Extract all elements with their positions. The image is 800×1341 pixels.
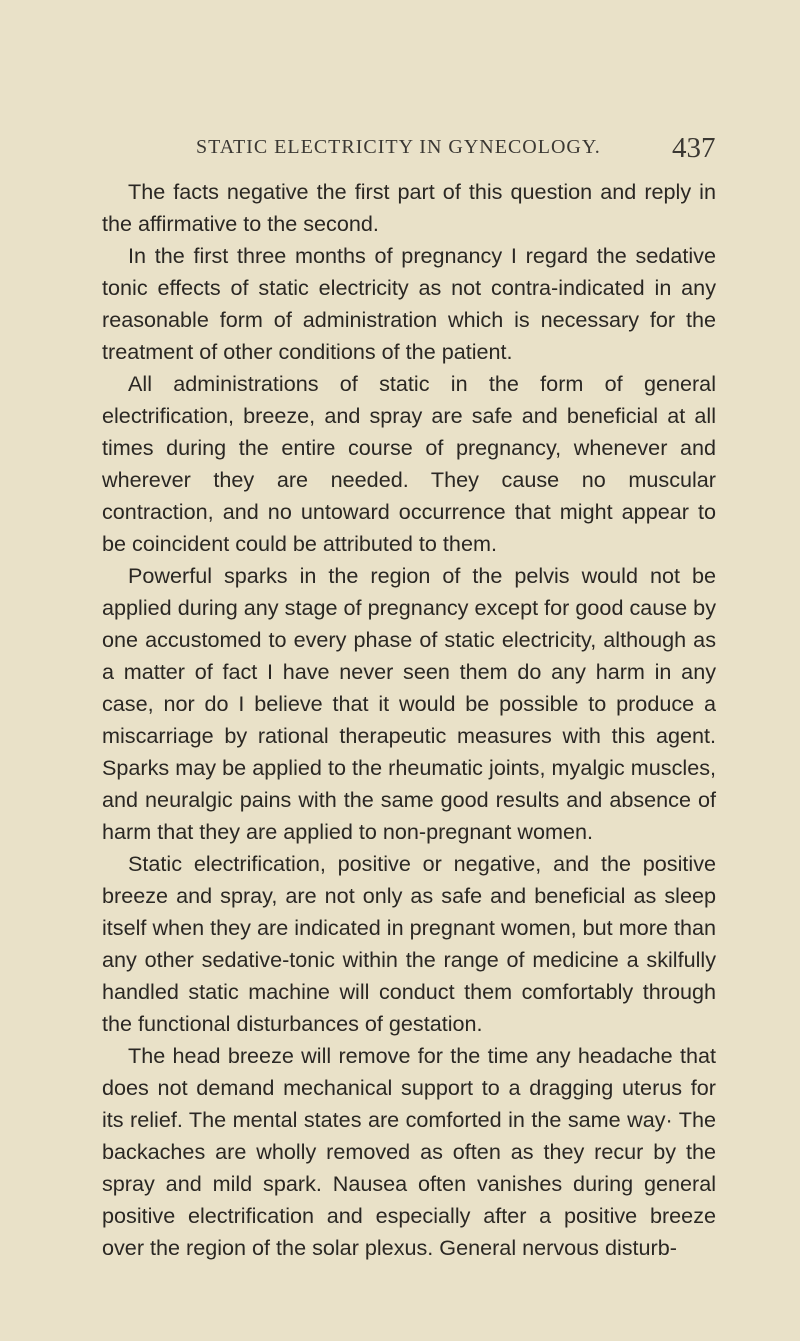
running-head: STATIC ELECTRICITY IN GYNECOLOGY.: [196, 136, 601, 158]
paragraph: All administrations of static in the form of general electrification, breeze, and spray are safe and beneficial at all times during the entire course of pregnancy, whenever and wherever they are needed. They cause no muscular contraction, and no untoward occurrence that might appear to be coincident could be attributed to them.: [102, 371, 716, 556]
page-number: 437: [672, 132, 716, 164]
paragraph: The facts negative the first part of this question and reply in the affirmative to the second.: [102, 179, 716, 236]
page-header: [0, 132, 800, 176]
paragraph: Static electrification, positive or negative, and the positive breeze and spray, are not only as safe and beneficial as sleep itself when they are indicated in pregnant women, but more than any other sedative-tonic within the range of medicine a skilfully handled static machine will conduct them comfortably through the functional disturbances of gestation.: [102, 851, 716, 1036]
paragraph: Powerful sparks in the region of the pelvis would not be applied during any stage of pregnancy except for good cause by one accustomed to every phase of static electricity, although as a matter of fact I have never seen them do any harm in any case, nor do I believe that it would be possible to produce a miscarriage by rational therapeutic measures with this agent. Sparks may be applied to the rheumatic joints, myalgic muscles, and neuralgic pains with the same good results and absence of harm that they are applied to non-pregnant women.: [102, 563, 716, 844]
body-text: [102, 176, 716, 1264]
paragraph: The head breeze will remove for the time any headache that does not demand mechanical support to a dragging uterus for its relief. The mental states are comforted in the same way· The backaches are wholly removed as often as they recur by the spray and mild spark. Nausea often vanishes during general positive electrification and especially after a positive breeze over the region of the solar plexus. General nervous disturb-: [102, 1043, 716, 1260]
paragraph: In the first three months of pregnancy I regard the sedative tonic effects of static electricity as not contra-indicated in any reasonable form of administration which is necessary for the treatment of other conditions of the patient.: [102, 243, 716, 364]
